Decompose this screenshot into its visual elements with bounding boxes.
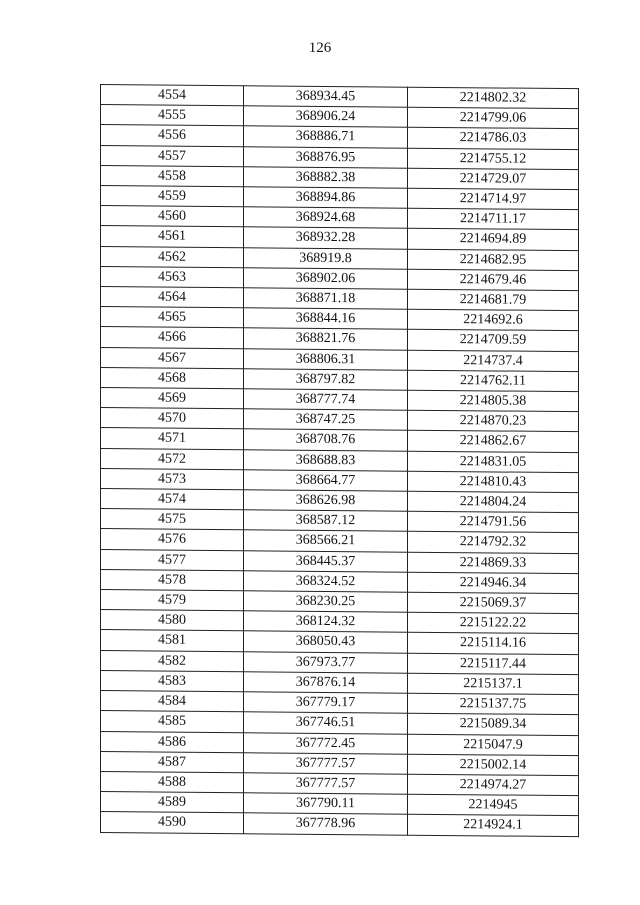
x-coordinate-cell: 367790.11 (244, 793, 408, 815)
coordinates-table-body (101, 85, 579, 837)
point-id-cell: 4570 (101, 408, 244, 429)
point-id-cell: 4587 (101, 751, 244, 772)
x-coordinate-cell: 368688.83 (244, 449, 408, 471)
y-coordinate-cell: 2214945 (408, 794, 579, 816)
y-coordinate-cell: 2214762.11 (408, 370, 579, 392)
x-coordinate-cell: 368324.52 (244, 571, 408, 593)
x-coordinate-cell: 368876.95 (244, 146, 408, 168)
x-coordinate-cell: 368797.82 (244, 369, 408, 391)
point-id-cell: 4568 (101, 367, 244, 388)
point-id-cell: 4562 (101, 246, 244, 267)
point-id-cell: 4590 (101, 812, 244, 833)
point-id-cell: 4589 (101, 792, 244, 813)
x-coordinate-cell: 368445.37 (244, 550, 408, 572)
y-coordinate-cell: 2214755.12 (408, 148, 579, 170)
point-id-cell: 4566 (101, 327, 244, 348)
point-id-cell: 4588 (101, 771, 244, 792)
table-row (101, 812, 579, 836)
x-coordinate-cell: 368587.12 (244, 510, 408, 532)
x-coordinate-cell: 368747.25 (244, 409, 408, 431)
y-coordinate-cell: 2215114.16 (408, 633, 579, 655)
y-coordinate-cell: 2214694.89 (408, 229, 579, 251)
y-coordinate-cell: 2214862.67 (408, 431, 579, 453)
x-coordinate-cell: 368708.76 (244, 429, 408, 451)
point-id-cell: 4558 (101, 165, 244, 186)
x-coordinate-cell: 368924.68 (244, 207, 408, 229)
point-id-cell: 4571 (101, 428, 244, 449)
y-coordinate-cell: 2214679.46 (408, 269, 579, 291)
point-id-cell: 4579 (101, 590, 244, 611)
point-id-cell: 4572 (101, 448, 244, 469)
x-coordinate-cell: 368844.16 (244, 308, 408, 330)
y-coordinate-cell: 2214924.1 (408, 814, 579, 836)
point-id-cell: 4559 (101, 186, 244, 207)
point-id-cell: 4585 (101, 711, 244, 732)
y-coordinate-cell: 2214709.59 (408, 330, 579, 352)
y-coordinate-cell: 2215122.22 (408, 612, 579, 634)
y-coordinate-cell: 2215137.75 (408, 693, 579, 715)
x-coordinate-cell: 368626.98 (244, 490, 408, 512)
point-id-cell: 4565 (101, 307, 244, 328)
point-id-cell: 4576 (101, 529, 244, 550)
x-coordinate-cell: 368902.06 (244, 268, 408, 290)
x-coordinate-cell: 368806.31 (244, 348, 408, 370)
y-coordinate-cell: 2215089.34 (408, 713, 579, 735)
y-coordinate-cell: 2214974.27 (408, 774, 579, 796)
point-id-cell: 4581 (101, 630, 244, 651)
x-coordinate-cell: 368934.45 (244, 86, 408, 108)
y-coordinate-cell: 2214870.23 (408, 410, 579, 432)
x-coordinate-cell: 367778.96 (244, 813, 408, 835)
x-coordinate-cell: 368566.21 (244, 530, 408, 552)
point-id-cell: 4564 (101, 287, 244, 308)
y-coordinate-cell: 2214805.38 (408, 390, 579, 412)
x-coordinate-cell: 368894.86 (244, 187, 408, 209)
x-coordinate-cell: 368919.8 (244, 247, 408, 269)
x-coordinate-cell: 367746.51 (244, 712, 408, 734)
page-number: 126 (308, 40, 332, 56)
x-coordinate-cell: 367973.77 (244, 651, 408, 673)
y-coordinate-cell: 2215002.14 (408, 754, 579, 776)
coordinates-table (100, 84, 579, 837)
point-id-cell: 4584 (101, 691, 244, 712)
point-id-cell: 4554 (101, 85, 244, 106)
y-coordinate-cell: 2214791.56 (408, 511, 579, 533)
point-id-cell: 4580 (101, 610, 244, 631)
y-coordinate-cell: 2215137.1 (408, 673, 579, 695)
y-coordinate-cell: 2215047.9 (408, 734, 579, 756)
x-coordinate-cell: 368777.74 (244, 389, 408, 411)
point-id-cell: 4557 (101, 145, 244, 166)
point-id-cell: 4573 (101, 468, 244, 489)
x-coordinate-cell: 367777.57 (244, 752, 408, 774)
y-coordinate-cell: 2214946.34 (408, 572, 579, 594)
point-id-cell: 4582 (101, 650, 244, 671)
point-id-cell: 4578 (101, 569, 244, 590)
x-coordinate-cell: 368664.77 (244, 470, 408, 492)
x-coordinate-cell: 368050.43 (244, 631, 408, 653)
x-coordinate-cell: 368230.25 (244, 591, 408, 613)
x-coordinate-cell: 368886.71 (244, 126, 408, 148)
x-coordinate-cell: 368906.24 (244, 106, 408, 128)
y-coordinate-cell: 2214786.03 (408, 128, 579, 150)
point-id-cell: 4555 (101, 105, 244, 126)
point-id-cell: 4567 (101, 347, 244, 368)
y-coordinate-cell: 2215069.37 (408, 592, 579, 614)
y-coordinate-cell: 2214792.32 (408, 532, 579, 554)
x-coordinate-cell: 367779.17 (244, 692, 408, 714)
point-id-cell: 4586 (101, 731, 244, 752)
x-coordinate-cell: 368871.18 (244, 288, 408, 310)
y-coordinate-cell: 2214714.97 (408, 188, 579, 210)
y-coordinate-cell: 2214682.95 (408, 249, 579, 271)
y-coordinate-cell: 2214729.07 (408, 168, 579, 190)
x-coordinate-cell: 367772.45 (244, 732, 408, 754)
point-id-cell: 4569 (101, 388, 244, 409)
point-id-cell: 4561 (101, 226, 244, 247)
y-coordinate-cell: 2214831.05 (408, 451, 579, 473)
point-id-cell: 4583 (101, 670, 244, 691)
point-id-cell: 4577 (101, 549, 244, 570)
y-coordinate-cell: 2215117.44 (408, 653, 579, 675)
y-coordinate-cell: 2214692.6 (408, 309, 579, 331)
x-coordinate-cell: 367777.57 (244, 773, 408, 795)
y-coordinate-cell: 2214802.32 (408, 87, 579, 109)
x-coordinate-cell: 368882.38 (244, 167, 408, 189)
point-id-cell: 4556 (101, 125, 244, 146)
y-coordinate-cell: 2214869.33 (408, 552, 579, 574)
point-id-cell: 4560 (101, 206, 244, 227)
x-coordinate-cell: 368821.76 (244, 328, 408, 350)
y-coordinate-cell: 2214804.24 (408, 491, 579, 513)
point-id-cell: 4574 (101, 489, 244, 510)
y-coordinate-cell: 2214737.4 (408, 350, 579, 372)
point-id-cell: 4563 (101, 266, 244, 287)
y-coordinate-cell: 2214681.79 (408, 289, 579, 311)
point-id-cell: 4575 (101, 509, 244, 530)
x-coordinate-cell: 367876.14 (244, 672, 408, 694)
y-coordinate-cell: 2214711.17 (408, 208, 579, 230)
y-coordinate-cell: 2214810.43 (408, 471, 579, 493)
x-coordinate-cell: 368124.32 (244, 611, 408, 633)
x-coordinate-cell: 368932.28 (244, 227, 408, 249)
y-coordinate-cell: 2214799.06 (408, 107, 579, 129)
